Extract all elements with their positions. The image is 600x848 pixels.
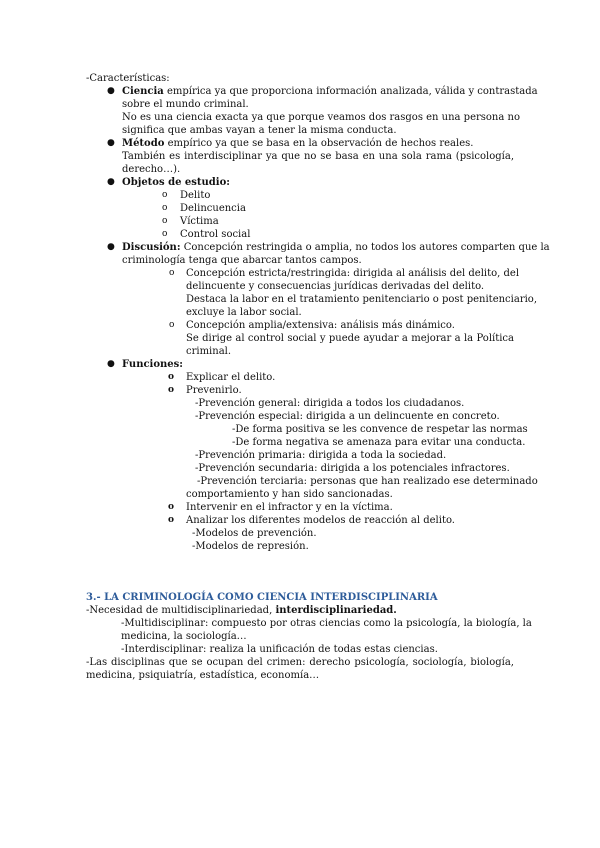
discusion-line-1 bbox=[122, 241, 550, 254]
prevencion-primaria: -Prevención primaria: dirigida a toda la sociedad. bbox=[195, 450, 447, 461]
necesidad-text: -Necesidad de multidisciplinariedad, bbox=[86, 605, 276, 616]
interdisciplinariedad-bold: interdisciplinariedad. bbox=[275, 605, 397, 616]
metodo-line-1 bbox=[122, 137, 473, 150]
forma-negativa: -De forma negativa se amenaza para evitar una conducta. bbox=[232, 437, 526, 448]
circle-bullet-icon: o bbox=[168, 515, 175, 525]
objeto-item: Delito bbox=[180, 190, 211, 201]
bullet-icon: ● bbox=[107, 86, 115, 96]
estricta-line-1: Concepción estricta/restringida: dirigida al análisis del delito, del bbox=[186, 268, 520, 279]
funcion-item: Explicar el delito. bbox=[186, 372, 276, 383]
objeto-item: Delincuencia bbox=[180, 203, 246, 214]
circle-bullet-icon: o bbox=[162, 216, 168, 226]
circle-bullet-icon: o bbox=[162, 203, 168, 213]
necesidad-line bbox=[86, 604, 397, 617]
discusion-text: Concepción restringida o amplia, no todos los autores comparten que la bbox=[180, 242, 550, 253]
prevencion-secundaria: -Prevención secundaria: dirigida a los potenciales infractores. bbox=[195, 463, 510, 474]
interdisciplinar-line: -Interdisciplinar: realiza la unificación de todas estas ciencias. bbox=[121, 644, 438, 655]
circle-bullet-icon: o bbox=[168, 502, 175, 512]
metodo-line-3: derecho…). bbox=[122, 164, 181, 175]
funciones-label: Funciones: bbox=[122, 359, 183, 370]
amplia-line-2: Se dirige al control social y puede ayudar a mejorar a la Política bbox=[186, 333, 514, 344]
ciencia-line-1 bbox=[122, 85, 538, 98]
modelo-item: -Modelos de represión. bbox=[192, 541, 309, 552]
ciencia-line-4: significa que ambas vayan a tener la misma conducta. bbox=[122, 125, 397, 136]
prevencion-terciaria-2: comportamiento y han sido sancionadas. bbox=[186, 489, 393, 500]
bullet-icon: ● bbox=[107, 242, 115, 252]
circle-bullet-icon: o bbox=[169, 268, 175, 278]
prevencion-general: -Prevención general: dirigida a todos los ciudadanos. bbox=[195, 398, 465, 409]
bullet-icon: ● bbox=[107, 359, 115, 369]
bullet-icon: ● bbox=[107, 138, 115, 148]
section-title-caracteristicas: -Características: bbox=[86, 73, 170, 84]
metodo-text: empírico ya que se basa en la observación de hechos reales. bbox=[164, 138, 474, 149]
objetos-label: Objetos de estudio: bbox=[122, 177, 230, 188]
bullet-icon: ● bbox=[107, 177, 115, 187]
funcion-item: Intervenir en el infractor y en la víctima. bbox=[186, 502, 393, 513]
disciplinas-line-2: medicina, psiquiatría, estadística, economía… bbox=[86, 670, 320, 681]
circle-bullet-icon: o bbox=[162, 229, 168, 239]
estricta-line-4: excluye la labor social. bbox=[186, 307, 302, 318]
estricta-line-2: delincuente y consecuencias jurídicas derivadas del delito. bbox=[186, 281, 485, 292]
circle-bullet-icon: o bbox=[168, 385, 175, 395]
multidisciplinar-line-2: medicina, la sociología… bbox=[121, 631, 247, 642]
ciencia-line-2: sobre el mundo criminal. bbox=[122, 99, 249, 110]
disciplinas-line-1: -Las disciplinas que se ocupan del crimen: derecho psicología, sociología, biología, bbox=[86, 657, 514, 668]
objeto-item: Control social bbox=[180, 229, 251, 240]
modelo-item: -Modelos de prevención. bbox=[192, 528, 317, 539]
prevencion-especial: -Prevención especial: dirigida a un delincuente en concreto. bbox=[195, 411, 500, 422]
circle-bullet-icon: o bbox=[169, 320, 175, 330]
prevencion-terciaria-1: -Prevención terciaria: personas que han realizado ese determinado bbox=[197, 476, 538, 487]
metodo-line-2: También es interdisciplinar ya que no se basa en una sola rama (psicología, bbox=[122, 151, 514, 162]
discusion-line-2: criminología tenga que abarcar tantos campos. bbox=[122, 255, 362, 266]
amplia-line-3: criminal. bbox=[186, 346, 232, 357]
circle-bullet-icon: o bbox=[162, 190, 168, 200]
forma-positiva: -De forma positiva se les convence de respetar las normas bbox=[232, 424, 528, 435]
metodo-label: Método bbox=[122, 138, 165, 149]
ciencia-text: empírica ya que proporciona información analizada, válida y contrastada bbox=[163, 86, 538, 97]
funcion-item: Prevenirlo. bbox=[186, 385, 242, 396]
circle-bullet-icon: o bbox=[168, 372, 175, 382]
discusion-label: Discusión: bbox=[122, 242, 181, 253]
funcion-item: Analizar los diferentes modelos de reacción al delito. bbox=[186, 515, 455, 526]
multidisciplinar-line-1: -Multidisciplinar: compuesto por otras ciencias como la psicología, la biología, la bbox=[121, 618, 532, 629]
amplia-line-1: Concepción amplia/extensiva: análisis más dinámico. bbox=[186, 320, 455, 331]
section-heading: 3.- LA CRIMINOLOGÍA COMO CIENCIA INTERDISCIPLINARIA bbox=[86, 592, 438, 603]
objeto-item: Víctima bbox=[180, 216, 219, 227]
ciencia-label: Ciencia bbox=[122, 86, 164, 97]
ciencia-line-3: No es una ciencia exacta ya que porque veamos dos rasgos en una persona no bbox=[122, 112, 520, 123]
estricta-line-3: Destaca la labor en el tratamiento penitenciario o post penitenciario, bbox=[186, 294, 537, 305]
